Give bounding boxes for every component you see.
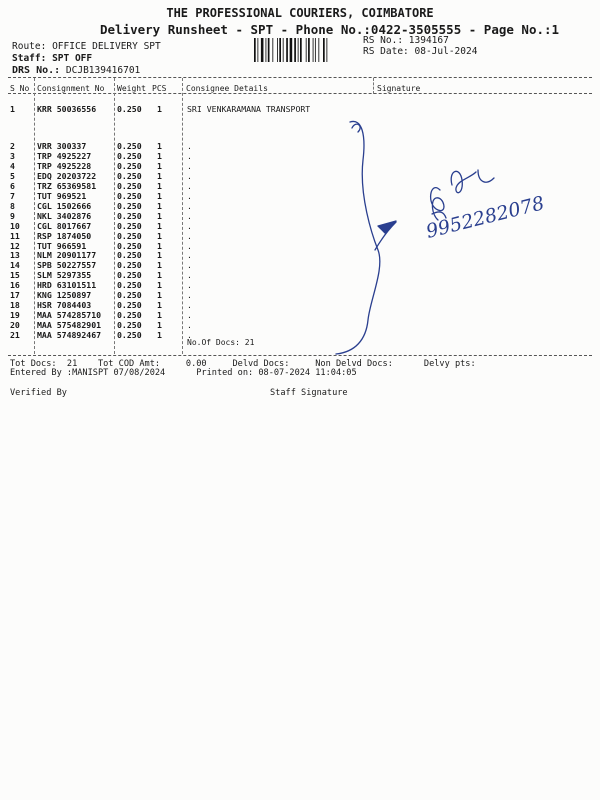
row-consignment-no: VRR 300337 — [37, 141, 87, 151]
row-weight: 0.250 — [117, 330, 142, 341]
row-weight: 0.250 — [117, 170, 142, 181]
row-consignee: . — [187, 160, 192, 171]
row-weight: 0.250 — [117, 200, 142, 211]
row-pcs: 1 — [157, 230, 162, 241]
row-pcs: 1 — [157, 200, 162, 211]
row-pcs: 1 — [157, 280, 162, 291]
row-consignment-no: TUT 966591 — [37, 240, 87, 251]
company-name: THE PROFESSIONAL COURIERS, COIMBATORE — [166, 6, 434, 20]
row-sno: 8 — [10, 200, 15, 211]
row-pcs: 1 — [157, 170, 162, 181]
row-weight: 0.250 — [117, 320, 142, 331]
row-consignment-no: HSR 7084403 — [37, 300, 92, 311]
row-consignee: . — [187, 200, 192, 211]
row-pcs: 1 — [157, 190, 162, 201]
row-sno: 14 — [10, 260, 20, 271]
signature-scrawl-stroke — [451, 170, 494, 193]
row-sno: 10 — [10, 220, 20, 231]
row-weight: 0.250 — [117, 230, 142, 241]
route-value: OFFICE DELIVERY SPT — [52, 41, 161, 52]
row-consignment-no: MAA 575482901 — [37, 320, 102, 331]
row-consignee: . — [187, 270, 192, 281]
row-pcs: 1 — [157, 150, 162, 161]
row-consignee: . — [187, 330, 192, 341]
row-sno: 19 — [10, 310, 20, 321]
row-sno: 3 — [10, 150, 15, 161]
row-sno: 5 — [10, 170, 15, 181]
row-pcs: 1 — [157, 240, 162, 251]
col-header-consignee: Consignee Details — [186, 84, 268, 93]
row-sno: 11 — [10, 230, 20, 241]
signature-initial-stroke — [431, 188, 446, 220]
row-sno: 16 — [10, 280, 20, 291]
col-header-sno: S No — [10, 84, 30, 93]
row-pcs: 1 — [157, 270, 162, 281]
row-weight: 0.250 — [117, 260, 142, 271]
row-weight: 0.250 — [117, 160, 142, 171]
row-pcs: 1 — [157, 330, 162, 341]
drs-label: DRS No.: — [12, 65, 61, 76]
row-consignee: . — [187, 180, 192, 191]
row-consignment-no: CGL 1502666 — [37, 200, 92, 211]
row-consignee: . — [187, 260, 192, 271]
row-consignment-no: NLM 20901177 — [37, 250, 97, 261]
col-header-consignment: Consignment No — [37, 84, 105, 93]
row-weight: 0.250 — [117, 104, 142, 114]
rs-date-label: RS Date: — [363, 46, 409, 57]
row-consignment-no: EDQ 20203722 — [37, 170, 97, 181]
row-consignee: SRI VENKARAMANA TRANSPORT — [187, 104, 311, 114]
pen-bracket-stroke — [336, 121, 380, 354]
row-weight: 0.250 — [117, 280, 142, 291]
row-sno: 1 — [10, 104, 15, 114]
row-pcs: 1 — [157, 310, 162, 321]
row-pcs: 1 — [157, 320, 162, 331]
pen-hook-stroke — [352, 124, 360, 132]
row-consignment-no: KRR 50036556 — [37, 104, 97, 114]
row-sno: 6 — [10, 180, 15, 191]
row-consignment-no: RSP 1874050 — [37, 230, 92, 241]
row-weight: 0.250 — [117, 150, 142, 161]
row-consignee: . — [187, 290, 192, 301]
row-consignment-no: KNG 1250897 — [37, 290, 92, 301]
row-sno: 21 — [10, 330, 20, 341]
staff-signature-label: Staff Signature — [270, 388, 348, 398]
row-consignment-no: MAA 574285710 — [37, 310, 102, 321]
row-sno: 12 — [10, 240, 20, 251]
row-sno: 4 — [10, 160, 15, 171]
row-consignee: . — [187, 170, 192, 181]
rs-no-value: 1394167 — [408, 35, 449, 46]
row-pcs: 1 — [157, 160, 162, 171]
row-consignment-no: CGL 8017667 — [37, 220, 92, 231]
row-weight: 0.250 — [117, 290, 142, 301]
row-pcs: 1 — [157, 141, 162, 151]
row-sno: 2 — [10, 141, 15, 151]
col-header-weight: Weight — [117, 84, 146, 93]
row-consignee: . — [187, 190, 192, 201]
row-consignee: . — [187, 240, 192, 251]
row-weight: 0.250 — [117, 180, 142, 191]
row-consignee: . — [187, 150, 192, 161]
verified-by-label: Verified By — [10, 388, 67, 398]
rs-date-value: 08-Jul-2024 — [414, 46, 478, 57]
row-pcs: 1 — [157, 300, 162, 311]
col-header-signature: Signature — [377, 84, 421, 93]
row-consignee: . — [187, 280, 192, 291]
row-pcs: 1 — [157, 220, 162, 231]
row-sno: 20 — [10, 320, 20, 331]
row-weight: 0.250 — [117, 250, 142, 261]
row-pcs: 1 — [157, 180, 162, 191]
row-weight: 0.250 — [117, 141, 142, 151]
row-sno: 15 — [10, 270, 20, 281]
row-consignment-no: TRZ 65369581 — [37, 180, 97, 191]
staff-label: Staff: — [12, 53, 47, 64]
row-consignment-no: SLM 5297355 — [37, 270, 92, 281]
row-weight: 0.250 — [117, 300, 142, 311]
handwritten-phone-number: 9952282078 — [423, 192, 547, 243]
row-consignment-no: TRP 4925228 — [37, 160, 92, 171]
staff-value: SPT OFF — [52, 53, 93, 64]
col-header-pcs: PCS — [152, 84, 167, 93]
row-consignment-no: MAA 574892467 — [37, 330, 102, 341]
row-pcs: 1 — [157, 260, 162, 271]
row-consignee: . — [187, 310, 192, 321]
row-consignee: . — [187, 220, 192, 231]
row-pcs: 1 — [157, 250, 162, 261]
row-sno: 13 — [10, 250, 20, 261]
row-consignment-no: TUT 969521 — [37, 190, 87, 201]
row-sno: 7 — [10, 190, 15, 201]
row-consignee: . — [187, 320, 192, 331]
row-weight: 0.250 — [117, 190, 142, 201]
no-of-docs: No.Of Docs: 21 — [187, 338, 255, 347]
row-pcs: 1 — [157, 290, 162, 301]
drs-value: DCJB139416701 — [65, 65, 141, 76]
row-consignee: . — [187, 300, 192, 311]
row-sno: 18 — [10, 300, 20, 311]
runsheet-title: Delivery Runsheet - SPT - Phone No.:0422-3505555 - Page No.:1 — [100, 22, 560, 37]
row-pcs: 1 — [157, 210, 162, 221]
row-consignee: . — [187, 141, 192, 151]
row-weight: 0.250 — [117, 220, 142, 231]
row-weight: 0.250 — [117, 210, 142, 221]
row-consignment-no: NKL 3402876 — [37, 210, 92, 221]
row-sno: 17 — [10, 290, 20, 301]
row-consignee: . — [187, 230, 192, 241]
row-weight: 0.250 — [117, 240, 142, 251]
row-consignment-no: TRP 4925227 — [37, 150, 92, 161]
route-label: Route: — [12, 41, 47, 52]
row-sno: 9 — [10, 210, 15, 221]
row-consignee: . — [187, 210, 192, 221]
totals-line: Tot Docs: 21 Tot COD Amt: 0.00 Delvd Docs: Non Delvd Docs: Delvy pts: — [10, 359, 476, 369]
row-pcs: 1 — [157, 104, 162, 114]
row-weight: 0.250 — [117, 310, 142, 321]
rs-no-label: RS No.: — [363, 35, 404, 46]
entered-by-line: Entered By :MANISPT 07/08/2024 Printed on: 08-07-2024 11:04:05 — [10, 368, 357, 378]
row-consignment-no: HRD 63101511 — [37, 280, 97, 291]
row-consignee: . — [187, 250, 192, 261]
row-consignment-no: SPB 50227557 — [37, 260, 97, 271]
row-weight: 0.250 — [117, 270, 142, 281]
